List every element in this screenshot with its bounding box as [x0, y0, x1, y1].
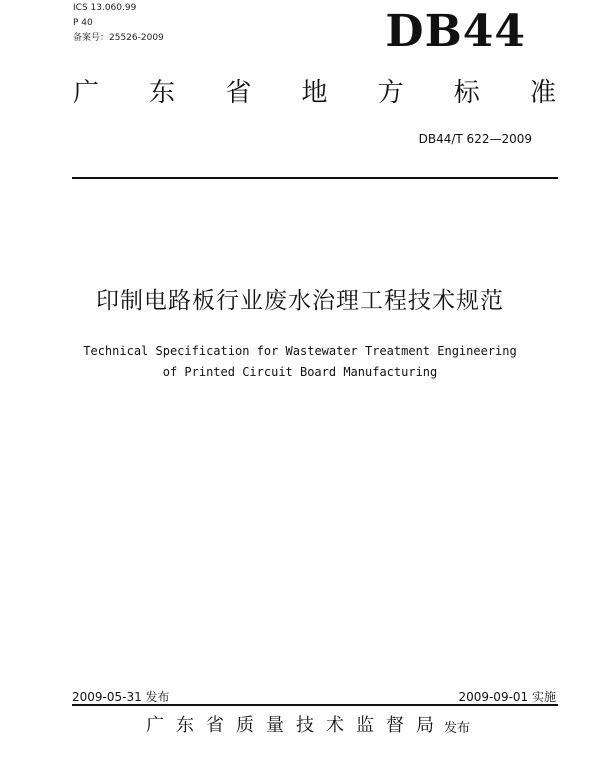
standard-type-char: 标	[453, 78, 480, 108]
standard-type-char: 东	[149, 78, 176, 108]
standard-number: DB44/T 622—2009	[418, 132, 532, 146]
header-divider	[72, 177, 558, 179]
standard-type-char: 广	[73, 78, 100, 108]
footer-divider	[72, 704, 558, 706]
standard-logo: DB44	[385, 6, 526, 57]
issue-date: 2009-05-31 发布	[72, 690, 170, 704]
issuer-name: 广东省质量技术监督局	[146, 715, 446, 736]
ccs-code: P 40	[73, 18, 93, 28]
standard-type	[73, 80, 556, 106]
standard-type-char: 省	[225, 78, 252, 108]
title-english-line-1: Technical Specification for Wastewater Treatment Engineering	[83, 344, 517, 358]
title-chinese: 印制电路板行业废水治理工程技术规范	[96, 288, 504, 314]
ics-code: ICS 13.060.99	[73, 3, 137, 13]
issuer	[146, 717, 470, 735]
implementation-date: 2009-09-01 实施	[458, 690, 556, 704]
issuer-suffix: 发布	[444, 721, 471, 736]
filing-number: 备案号：25526-2009	[73, 33, 164, 43]
standard-type-char: 地	[301, 78, 328, 108]
title-english-line-2: of Printed Circuit Board Manufacturing	[162, 365, 438, 379]
standard-type-char: 准	[529, 78, 556, 108]
standard-type-char: 方	[377, 78, 404, 108]
